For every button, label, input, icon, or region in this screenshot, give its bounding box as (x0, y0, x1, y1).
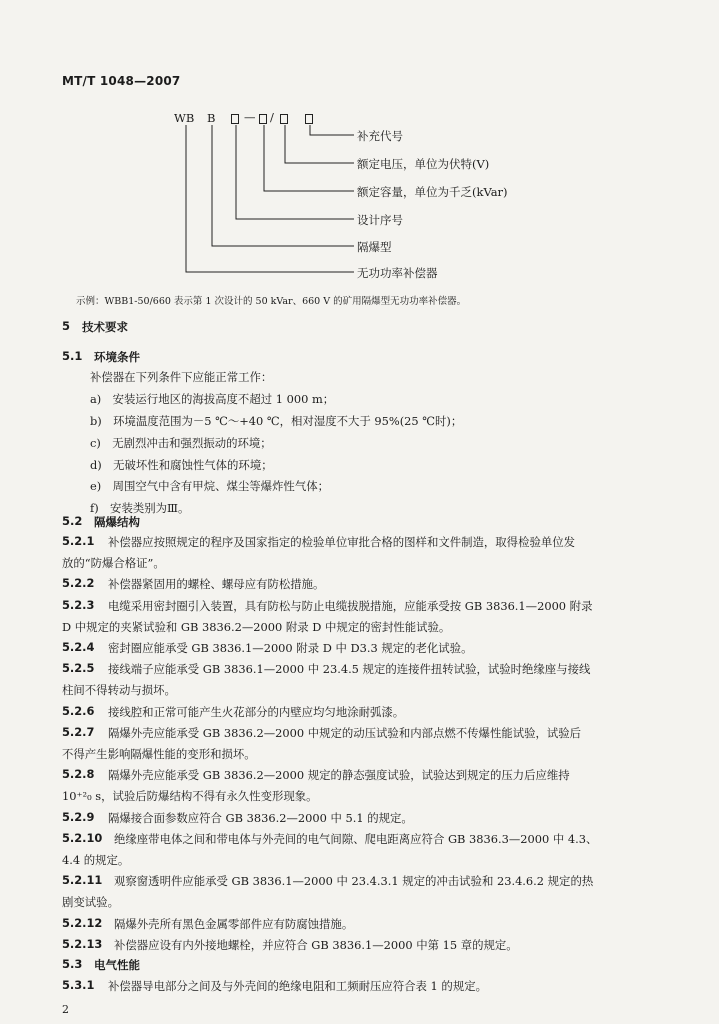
document-header: MT/T 1048—2007 (62, 74, 181, 88)
para-line: 绝缘座带电体之间和带电体与外壳间的电气间隙、爬电距离应符合 GB 3836.3—2000 中 4.3、 (114, 831, 598, 846)
para-line: 不得产生影响隔爆性能的变形和损坏。 (62, 747, 256, 761)
para-number: 5.2.6 (62, 703, 95, 718)
para-number: 5.2.4 (62, 640, 95, 654)
section-5-3-number: 5.3 (62, 956, 83, 971)
para-number: 5.2.7 (62, 724, 95, 739)
para-number: 5.2.12 (62, 915, 103, 930)
para-line: 接线端子应能承受 GB 3836.1—2000 中 23.4.5 规定的连接件扭转试验，试验时绝缘座与接线 (108, 662, 591, 677)
label-rated-capacity: 额定容量，单位为千乏(kVar) (357, 185, 508, 199)
para-line: 隔爆外壳应能承受 GB 3836.2—2000 规定的静态强度试验，试验达到规定的压力后应维持 (108, 768, 570, 783)
env-item-c: c) 无剧烈冲击和强烈振动的环境； (90, 436, 272, 450)
para-line: 放的“防爆合格证”。 (62, 556, 165, 571)
para-number: 5.2.5 (62, 661, 95, 676)
para-number: 5.2.3 (62, 597, 95, 612)
para-line: 4.4 的规定。 (62, 853, 130, 867)
env-item-b: b) 环境温度范围为－5 ℃～+40 ℃，相对湿度不大于 95%(25 ℃时)； (90, 414, 463, 428)
para-line: 补偿器导电部分之间及与外壳间的绝缘电阻和工频耐压应符合表 1 的规定。 (108, 978, 487, 993)
section-5-1-title: 环境条件 (94, 350, 140, 364)
para-number: 5.2.2 (62, 576, 95, 591)
section-5-2-number: 5.2 (62, 514, 83, 528)
code-slash: / (270, 110, 274, 124)
code-dash: — (244, 110, 256, 124)
para-line: 补偿器应按照规定的程序及国家指定的检验单位审批合格的图样和文件制造，取得检验单位发 (108, 535, 576, 549)
env-intro: 补偿器在下列条件下应能正常工作： (90, 370, 273, 384)
para-number: 5.2.10 (62, 830, 103, 845)
para-line: 隔爆外壳应能承受 GB 3836.2—2000 中规定的动压试验和内部点燃不传爆性能试验，试验后 (108, 725, 582, 740)
para-line: 观察窗透明件应能承受 GB 3836.1—2000 中 23.4.3.1 规定的冲击试验和 23.4.6.2 规定的热 (114, 874, 594, 889)
para-number: 5.2.11 (62, 873, 103, 888)
para-line: 接线腔和正常可能产生火花部分的内壁应均匀地涂耐弧漆。 (108, 704, 405, 719)
env-item-d: d) 无破坏性和腐蚀性气体的环境； (90, 458, 273, 472)
label-design-serial: 设计序号 (357, 213, 403, 227)
section-5-number: 5 (62, 319, 71, 333)
label-flameproof: 隔爆型 (357, 240, 392, 254)
section-5-3-title: 电气性能 (94, 957, 140, 972)
example-note: 示例：WBB1-50/660 表示第 1 次设计的 50 kVar、660 V 的矿用隔爆型无功功率补偿器。 (76, 296, 467, 307)
para-line: 隔爆外壳所有黑色金属零部件应有防腐蚀措施。 (114, 916, 354, 931)
para-line: 补偿器应设有内外接地螺栓，并应符合 GB 3836.1—2000 中第 15 章的规定。 (114, 937, 518, 952)
para-number: 5.3.1 (62, 977, 95, 992)
section-5-2-title: 隔爆结构 (94, 515, 140, 529)
para-line: 柱间不得转动与损坏。 (62, 683, 176, 698)
label-compensator: 无功功率补偿器 (357, 266, 438, 280)
diagram-leader-lines (0, 0, 719, 300)
env-item-a: a) 安装运行地区的海拔高度不超过 1 000 m； (90, 392, 335, 406)
env-item-f: f) 安装类别为Ⅲ。 (90, 501, 190, 515)
para-number: 5.2.1 (62, 534, 95, 548)
para-line: 密封圈应能承受 GB 3836.1—2000 附录 D 中 D3.3 规定的老化试验。 (108, 641, 473, 655)
page-number: 2 (62, 1002, 69, 1016)
para-line: 剧变试验。 (62, 895, 119, 910)
para-line: 10⁺²₀ s，试验后防爆结构不得有永久性变形现象。 (62, 789, 318, 804)
para-number: 5.2.8 (62, 767, 95, 782)
env-item-e: e) 周围空气中含有甲烷、煤尘等爆炸性气体； (90, 479, 329, 493)
para-line: 补偿器紧固用的螺栓、螺母应有防松措施。 (108, 577, 325, 592)
section-5-1-number: 5.1 (62, 349, 83, 363)
label-supplement-code: 补充代号 (357, 129, 403, 143)
code-wb: WB (174, 111, 195, 125)
para-line: 隔爆接合面参数应符合 GB 3836.2—2000 中 5.1 的规定。 (108, 810, 413, 825)
para-line: D 中规定的夹紧试验和 GB 3836.2—2000 附录 D 中规定的密封性能试验。 (62, 619, 451, 634)
para-number: 5.2.9 (62, 809, 95, 824)
para-number: 5.2.13 (62, 936, 103, 951)
para-line: 电缆采用密封圈引入装置，具有防松与防止电缆拔脱措施，应能承受按 GB 3836.1—2000 附录 (108, 598, 593, 613)
label-rated-voltage: 额定电压，单位为伏特(V) (357, 157, 490, 171)
code-b: B (207, 111, 216, 125)
section-5-title: 技术要求 (82, 320, 128, 334)
